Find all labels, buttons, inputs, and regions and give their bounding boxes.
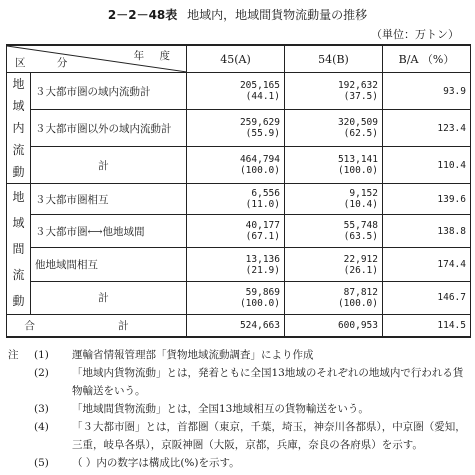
note-item: 注 (1) 運輸省情報管理部「貨物地域流動調査」により作成 xyxy=(8,346,468,364)
total-b: 600,953 xyxy=(285,315,383,337)
table-row xyxy=(7,110,471,147)
notes xyxy=(8,346,468,472)
value-a: 6,556 (11.0) xyxy=(187,184,285,215)
header-col-ratio: B/A （%） xyxy=(383,45,471,73)
table-title-text: 地域内，地域間貨物流動量の推移 xyxy=(187,8,368,22)
row-label: 他地域間相互 xyxy=(31,248,187,281)
value-ratio: 174.4 xyxy=(383,248,471,281)
value-a: 205,165 (44.1) xyxy=(187,73,285,110)
header-col-b: 54(B) xyxy=(285,45,383,73)
table-row xyxy=(7,184,471,215)
note-item: (4) 「３大都市圏」とは，首都圏（東京，千葉，埼玉，神奈川各都県），中京圏（愛知，三重，岐阜各県），京阪神圏（大阪，京都，兵庫，奈良の各府県）を示す。 xyxy=(34,421,466,451)
value-b: 9,152 (10.4) xyxy=(285,184,383,215)
row-label: ３大都市圏⟷他地域間 xyxy=(31,215,187,248)
value-b: 87,812 (100.0) xyxy=(285,281,383,314)
header-diagonal-cell xyxy=(7,45,187,73)
total-a: 524,663 xyxy=(187,315,285,337)
table-title xyxy=(0,6,475,23)
value-a: 259,629 (55.9) xyxy=(187,110,285,147)
row-label: ３大都市圏の域内流動計 xyxy=(31,73,187,110)
total-label: 合 計 xyxy=(7,315,187,337)
table-number: 2－2－48表 xyxy=(107,8,178,22)
table-row xyxy=(7,73,471,110)
row-label: 計 xyxy=(31,147,187,184)
note-item: (2) 「地域内貨物流動」とは，発着ともに全国13地域のそれぞれの地域内で行われる貨物輸送をいう。 xyxy=(34,367,464,397)
table-row xyxy=(7,281,471,314)
group-label-inter: 地 域 間 流 動 xyxy=(7,184,31,315)
value-b: 192,632 (37.5) xyxy=(285,73,383,110)
value-a: 13,136 (21.9) xyxy=(187,248,285,281)
header-category: 区 分 xyxy=(15,57,82,69)
notes-head: 注 xyxy=(8,349,19,361)
row-label: ３大都市圏以外の域内流動計 xyxy=(31,110,187,147)
group-label-intra: 地 域 内 流 動 xyxy=(7,73,31,184)
value-ratio: 93.9 xyxy=(383,73,471,110)
note-item: (5) （ ）内の数字は構成比(%)を示す。 xyxy=(34,457,240,469)
value-ratio: 146.7 xyxy=(383,281,471,314)
value-a: 40,177 (67.1) xyxy=(187,215,285,248)
table-row xyxy=(7,248,471,281)
value-b: 22,912 (26.1) xyxy=(285,248,383,281)
value-ratio: 110.4 xyxy=(383,147,471,184)
value-a: 464,794 (100.0) xyxy=(187,147,285,184)
row-label: ３大都市圏相互 xyxy=(31,184,187,215)
value-ratio: 139.6 xyxy=(383,184,471,215)
unit-label: （単位：万トン） xyxy=(371,28,459,41)
table-row xyxy=(7,215,471,248)
header-row xyxy=(7,45,471,73)
value-b: 55,748 (63.5) xyxy=(285,215,383,248)
total-row xyxy=(7,315,471,337)
note-item: (3) 「地域間貨物流動」とは，全国13地域相互の貨物輸送をいう。 xyxy=(34,403,369,415)
table-row xyxy=(7,147,471,184)
value-b: 513,141 (100.0) xyxy=(285,147,383,184)
row-label: 計 xyxy=(31,281,187,314)
value-b: 320,509 (62.5) xyxy=(285,110,383,147)
value-ratio: 123.4 xyxy=(383,110,471,147)
total-ratio: 114.5 xyxy=(383,315,471,337)
header-year: 年 度 xyxy=(133,50,176,62)
header-col-a: 45(A) xyxy=(187,45,285,73)
value-ratio: 138.8 xyxy=(383,215,471,248)
value-a: 59,869 (100.0) xyxy=(187,281,285,314)
freight-flow-table xyxy=(6,44,471,338)
